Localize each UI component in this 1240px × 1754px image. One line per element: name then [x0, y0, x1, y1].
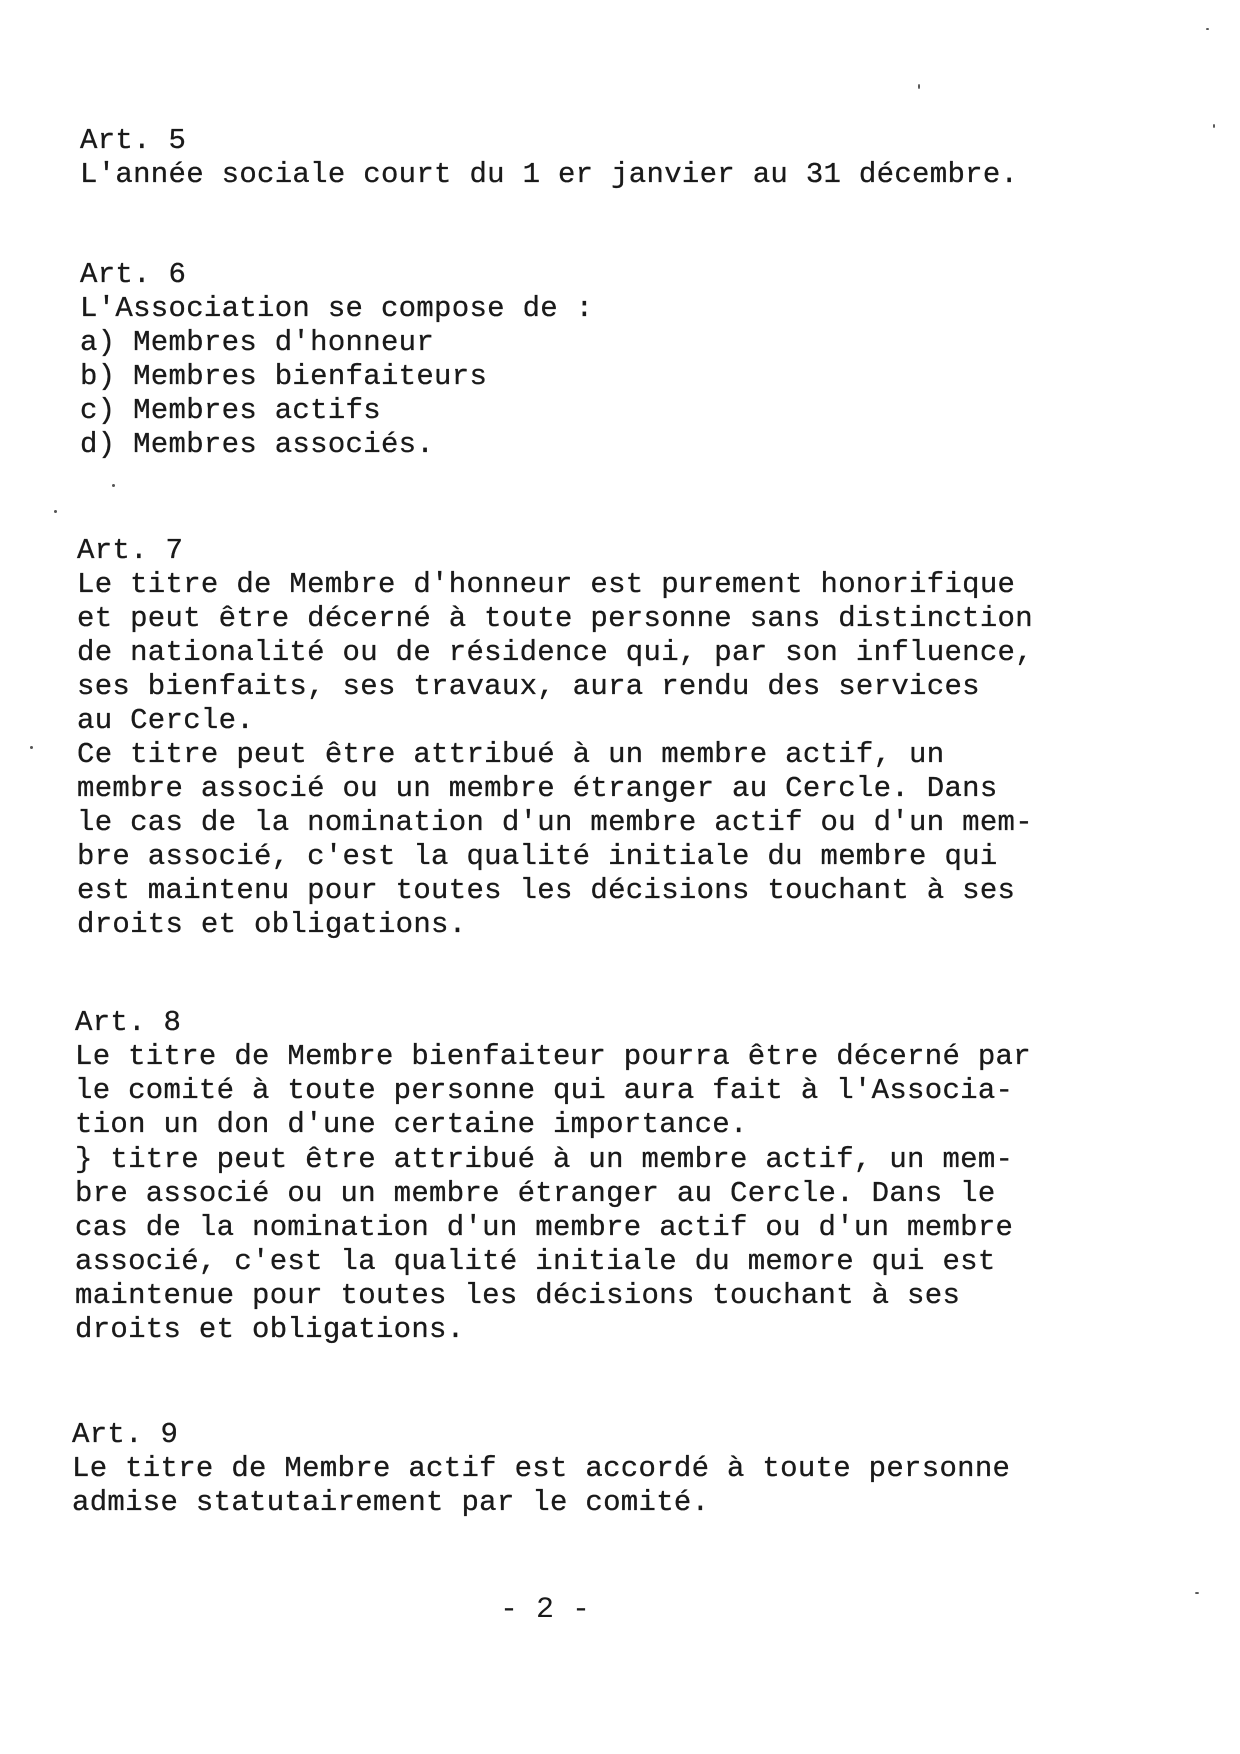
article-8-line-2: le comité à toute personne qui aura fait à l'Associa- — [75, 1074, 1014, 1107]
article-8-line-8: maintenue pour toutes les décisions touchant à ses — [75, 1279, 961, 1312]
article-7-line-5: au Cercle. — [77, 704, 255, 737]
article-8-line-1: Le titre de Membre bienfaiteur pourra être décerné par — [75, 1040, 1031, 1073]
article-7-line-3: de nationalité ou de résidence qui, par son influence, — [77, 636, 1033, 669]
article-6-line-4: c) Membres actifs — [80, 394, 381, 427]
scan-speck — [1206, 28, 1209, 30]
article-8-heading: Art. 8 — [75, 1006, 182, 1039]
article-7-line-9: bre associé, c'est la qualité initiale du membre qui — [77, 840, 998, 873]
article-6-line-5: d) Membres associés. — [80, 428, 435, 461]
article-9-heading: Art. 9 — [72, 1418, 179, 1451]
article-8-line-6: cas de la nomination d'un membre actif ou d'un membre — [75, 1211, 1014, 1244]
article-5-heading: Art. 5 — [80, 124, 187, 157]
article-7-line-7: membre associé ou un membre étranger au Cercle. Dans — [77, 772, 998, 805]
article-8-line-7: associé, c'est la qualité initiale du memore qui est — [75, 1245, 996, 1278]
page-number: - 2 - — [500, 1593, 591, 1627]
article-6-line-3: b) Membres bienfaiteurs — [80, 360, 488, 393]
scan-speck — [54, 510, 57, 513]
article-5-line-1: L'année sociale court du 1 er janvier au 31 décembre. — [80, 158, 1019, 191]
scan-speck — [30, 746, 33, 749]
scan-speck — [112, 484, 115, 487]
article-9-line-2: admise statutairement par le comité. — [72, 1486, 710, 1519]
article-7-heading: Art. 7 — [77, 534, 184, 567]
article-7-line-6: Ce titre peut être attribué à un membre actif, un — [77, 738, 945, 771]
article-6-line-2: a) Membres d'honneur — [80, 326, 435, 359]
scan-speck — [1195, 1592, 1199, 1594]
article-7-line-4: ses bienfaits, ses travaux, aura rendu des services — [77, 670, 980, 703]
article-8-line-4: } titre peut être attribué à un membre actif, un mem- — [75, 1143, 1014, 1176]
article-6-line-1: L'Association se compose de : — [80, 292, 594, 325]
scan-speck — [1213, 124, 1215, 128]
article-9-line-1: Le titre de Membre actif est accordé à toute personne — [72, 1452, 1011, 1485]
article-7-line-2: et peut être décerné à toute personne sans distinction — [77, 602, 1033, 635]
article-7-line-11: droits et obligations. — [77, 908, 467, 941]
article-7-line-10: est maintenu pour toutes les décisions touchant à ses — [77, 874, 1016, 907]
article-7-line-8: le cas de la nomination d'un membre actif ou d'un mem- — [77, 806, 1033, 839]
article-8-line-5: bre associé ou un membre étranger au Cercle. Dans le — [75, 1177, 996, 1210]
scan-speck — [918, 84, 920, 89]
article-8-line-3: tion un don d'une certaine importance. — [75, 1108, 748, 1141]
article-6-heading: Art. 6 — [80, 258, 187, 291]
article-7-line-1: Le titre de Membre d'honneur est purement honorifique — [77, 568, 1016, 601]
article-8-line-9: droits et obligations. — [75, 1313, 465, 1346]
